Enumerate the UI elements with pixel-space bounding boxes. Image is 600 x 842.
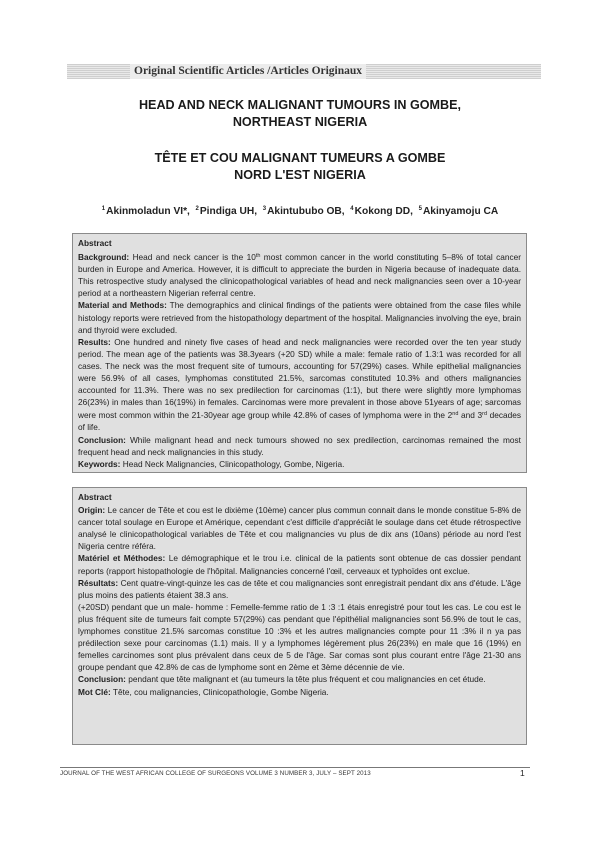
- title-english-line-1: HEAD AND NECK MALIGNANT TUMOURS IN GOMBE,: [138, 98, 462, 112]
- author-name: Kokong DD,: [354, 206, 413, 217]
- abstract-keywords: [78, 686, 521, 698]
- background-text: Head and neck cancer is the 10: [129, 252, 256, 263]
- abstract-keywords: [78, 458, 521, 470]
- author-affiliation: 3: [262, 206, 267, 212]
- abstract-methods: [78, 552, 521, 576]
- conclusion-text: pendant que tête malignant et (au tumeurs la tête plus fréquent et cou malignancies en cet étude.: [125, 674, 486, 685]
- author-affiliation: 4: [350, 206, 354, 212]
- conclusion-label: Conclusion:: [78, 674, 126, 685]
- journal-footer: JOURNAL OF THE WEST AFRICAN COLLEGE OF SURGEONS VOLUME 3 NUMBER 3, JULY – SEPT 2013: [60, 770, 371, 777]
- abstract-english: [72, 233, 527, 473]
- keywords-label: Keywords:: [78, 458, 121, 469]
- section-header: Original Scientific Articles /Articles Originaux: [130, 64, 366, 79]
- background-label: Background:: [78, 252, 130, 263]
- abstract-results: [78, 336, 521, 434]
- abstract-background: [78, 250, 521, 299]
- results-text: One hundred and ninety five cases of head and neck malignancies were recorded over the ten year study period. The mean age of the patients was 38.3years (+20 SD) while a male: female ratio of 1.3:1 was recorded for all cases. The neck was the most frequent site of tumours, accounting for 57(29%) cases. While epithelial malignancies were 56.9% of all cases, lymphomas constituted 21.5%, sarcomas constituted 10.3% and others malignancies accounted for 11.3%. There was no sex predilection for carcinomas (1:1), but there were slightly more lymphomas 26(23%) in males than 16(19%) in females. Carcinomas were more prevalent in those above 51years of age; sarcomas were most common within the 21-30year age group while 42.8% of cases of lymphoma were in the 2: [78, 336, 521, 421]
- author-name: Akinmoladun VI*,: [106, 206, 190, 217]
- author-affiliation: 2: [195, 206, 199, 212]
- results-text-end: decades of life.: [78, 410, 521, 433]
- author-affiliation: 1: [101, 206, 106, 212]
- methods-label: Matériel et Méthodes:: [78, 553, 166, 564]
- abstract-results: [78, 577, 521, 601]
- keywords-text: Head Neck Malignancies, Clinicopathology, Gombe, Nigeria.: [120, 458, 345, 469]
- results-superscript: nd: [452, 411, 459, 418]
- title-french-line-1: TÊTE ET COU MALIGNANT TUMEURS A GOMBE: [154, 151, 446, 165]
- abstract-origin: [78, 504, 521, 552]
- abstract-methods: [78, 299, 521, 335]
- methods-text: Le démographique et le trou i.e. clinical de la patients sont obtenue de cas dossier pendant reports (rapport histopathologie de l'hôpital. Malignancies concerné l'œil, cerveaux et typhoïdes ont exclue.: [78, 553, 521, 576]
- abstract-heading: Abstract: [78, 238, 112, 248]
- title-french-line-2: NORD L'EST NIGERIA: [234, 168, 366, 182]
- background-superscript: th: [255, 253, 261, 260]
- results-superscript: rd: [482, 411, 487, 418]
- abstract-conclusion: [78, 673, 521, 685]
- author-name: Pindiga UH,: [199, 206, 258, 217]
- keywords-text: Tête, cou malignancies, Clinicopathologie, Gombe Nigeria.: [110, 686, 329, 697]
- page-number: 1: [520, 768, 525, 778]
- abstract-conclusion: [78, 434, 521, 458]
- results-text-mid: and 3: [458, 410, 483, 421]
- methods-text: The demographics and clinical findings of the patients were obtained from the case files while histology reports were retrieved from the histopathology department of the hospital. Malignancies involving the eye, brain and thyroid were excluded.: [78, 300, 522, 335]
- abstract-results-cont: (+20SD) pendant que un male- homme : Femelle-femme ratio de 1 :3 :1 étais enregistré pour tout les cas. Le cou est le plus fréquent site de tumeurs fait compte 57(29%) cas pendant que l'épithélial malignancies sont 56.9% de tout le cas, lymphomes constitue 21.5% sarcomas constitue 10 :3% et les autres malignancies compte pour 11 :3% il n ya pas prédilection sexe pour carcinomas (1.1) mais. Il y a lymphomes légèrement plus 26(23%) en male que 16 (19%) en femelles carcinomes sont plus prévalent dans ceux de 5 de l'âge. Sar comas sont plus courant entre l'âge 21-30 ans groupe pendant que 42.8% de cas de lymphome sont en 2ème et 3ème décennie de vie.: [78, 601, 521, 673]
- origin-text: Le cancer de Tête et cou est le dixième (10ème) cancer plus commun connait dans le monde constitue 5-8% de cancer total soulage en Europe et Amérique, cependant c'est difficile d'appréciât le soulage dans cet étude rétrospective analysé le clinicopathological variables de Tête et cou malignancies vu plus de dix ans (10ans) période au nord l'est Nigeria centre référa.: [78, 505, 521, 552]
- title-english-line-2: NORTHEAST NIGERIA: [232, 115, 368, 129]
- abstract-french: [72, 487, 527, 745]
- results-text: Cent quatre-vingt-quinze les cas de tête et cou malignancies sont enregistrait pendant dix ans d'étude. L'âge plus moins des patients étaient 38.3 ans.: [78, 577, 521, 600]
- author-name: Akintububo OB,: [267, 206, 345, 217]
- results-label: Résultats:: [78, 577, 119, 588]
- conclusion-text: While malignant head and neck tumours showed no sex predilection, carcinomas remained the most frequent head and neck malignancies in this study.: [78, 434, 521, 457]
- title-french: [60, 150, 540, 184]
- background-text-cont: most common cancer in the world constituting 5–8% of total cancer burden in Europe and America. However, it is difficult to appreciate the burden in Nigeria because of inadequate data. This retrospective study analysed the clinicopathological variables of head and neck malignancies seen over a 10-year period at a northeastern Nigerian referral centre.: [78, 252, 521, 299]
- author-affiliation: 5: [418, 206, 422, 212]
- conclusion-label: Conclusion:: [78, 434, 126, 445]
- author-name: Akinyamoju CA: [422, 206, 499, 217]
- title-english: [60, 97, 540, 131]
- results-label: Results:: [78, 336, 111, 347]
- footer-divider: [60, 767, 530, 768]
- methods-label: Material and Methods:: [78, 300, 167, 311]
- abstract-heading: Abstract: [78, 492, 112, 502]
- keywords-label: Mot Clé:: [78, 686, 111, 697]
- author-list: [60, 206, 540, 217]
- origin-label: Origin:: [78, 505, 106, 516]
